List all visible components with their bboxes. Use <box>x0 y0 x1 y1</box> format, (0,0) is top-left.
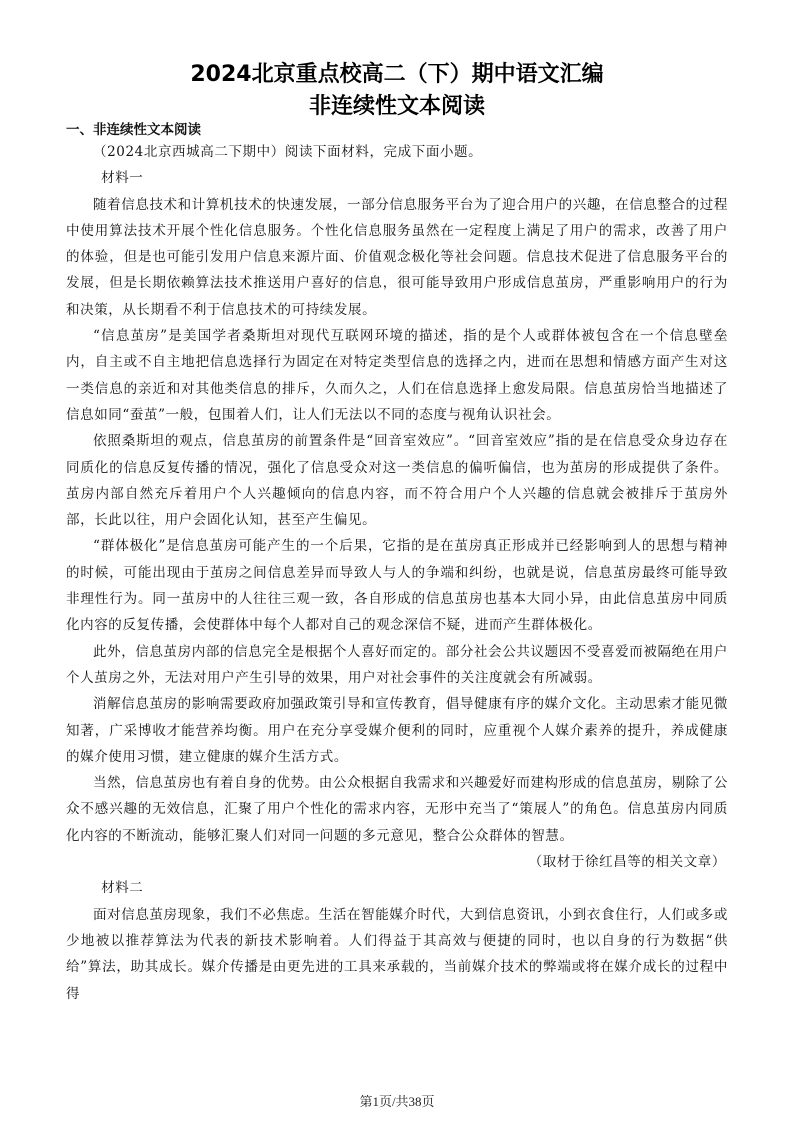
material-one-paragraph: “群体极化”是信息茧房可能产生的一个后果，它指的是在茧房真正形成并已经影响到人的思想与精神的时候，可能出现由于茧房之间信息差异而导致人与人的争端和纠纷，也就是说，信息茧房最终可能导致非理性行为。同一茧房中的人往往三观一致，各自形成的信息茧房也基本大同小异，由此信息茧房中同质化内容的反复传播，会使群体中每个人都对自己的观念深信不疑，进而产生群体极化。 <box>66 538 728 634</box>
material-one-paragraph: 依照桑斯坦的观点，信息茧房的前置条件是“回音室效应”。“回音室效应”指的是在信息受众身边存在同质化的信息反复传播的情况，强化了信息受众对这一类信息的偏听偏信，也为茧房的形成提供了条件。茧房内部自然充斥着用户个人兴趣倾向的信息内容，而不符合用户个人兴趣的信息就会被排斥于茧房外部，长此以往，用户会固化认知，甚至产生偏见。 <box>66 433 728 529</box>
material-one-paragraph: 随着信息技术和计算机技术的快速发展，一部分信息服务平台为了迎合用户的兴趣，在信息整合的过程中使用算法技术开展个性化信息服务。个性化信息服务虽然在一定程度上满足了用户的需求，改善了用户的体验，但是也可能引发用户信息来源片面、价值观念极化等社会问题。信息技术促进了信息服务平台的发展，但是长期依赖算法技术推送用户喜好的信息，很可能导致用户形成信息茧房，严重影响用户的行为和决策，从长期看不利于信息技术的可持续发展。 <box>66 196 728 318</box>
material-one-paragraph: 此外，信息茧房内部的信息完全是根据个人喜好而定的。部分社会公共议题因不受喜爱而被隔绝在用户个人茧房之外，无法对用户产生引导的效果，用户对社会事件的关注度就会有所减弱。 <box>66 643 728 686</box>
document-title: 2024北京重点校高二（下）期中语文汇编 <box>190 62 604 87</box>
material-one-label: 材料一 <box>101 170 144 187</box>
document-subtitle: 非连续性文本阅读 <box>308 94 485 119</box>
material-two-paragraph: 面对信息茧房现象，我们不必焦虑。生活在智能媒介时代，大到信息资讯，小到衣食住行，人们或多或少地被以推荐算法为代表的新技术影响着。人们得益于其高效与便捷的同时，也以自身的行为数据“供给”算法，助其成长。媒介传播是由更先进的工具来承载的，当前媒介技术的弊端或将在媒介成长的过程中得 <box>66 906 728 1002</box>
material-one-source: （取材于徐红昌等的相关文章） <box>528 854 726 871</box>
section-heading: 一、非连续性文本阅读 <box>66 122 201 138</box>
page-number: 第1页/共38页 <box>359 1094 435 1109</box>
intro-instruction: （2024北京西城高二下期中）阅读下面材料，完成下面小题。 <box>93 144 483 160</box>
reading-passage <box>66 139 728 1007</box>
material-one-paragraph: 当然，信息茧房也有着自身的优势。由公众根据自我需求和兴趣爱好而建构形成的信息茧房，剔除了公众不感兴趣的无效信息，汇聚了用户个性化的需求内容，无形中充当了“策展人”的角色。信息茧房内同质化内容的不断流动，能够汇聚人们对同一问题的多元意见，整合公众群体的智慧。 <box>66 775 728 844</box>
material-two-label: 材料二 <box>101 880 144 897</box>
material-one-paragraph: “信息茧房”是美国学者桑斯坦对现代互联网环境的描述，指的是个人或群体被包含在一个信息壁垒内，自主或不自主地把信息选择行为固定在对特定类型信息的选择之内，进而在思想和情感方面产生对这一类信息的亲近和对其他类信息的排斥，久而久之，人们在信息选择上愈发局限。信息茧房恰当地描述了信息如同“蚕茧”一般，包围着人们，让人们无法以不同的态度与视角认识社会。 <box>66 328 728 423</box>
material-one-paragraph: 消解信息茧房的影响需要政府加强政策引导和宣传教育，倡导健康有序的媒介文化。主动思索才能见微知著，广采博收才能营养均衡。用户在充分享受媒介便利的同时，应重视个人媒介素养的提升，养成健康的媒介使用习惯，建立健康的媒介生活方式。 <box>66 696 728 765</box>
